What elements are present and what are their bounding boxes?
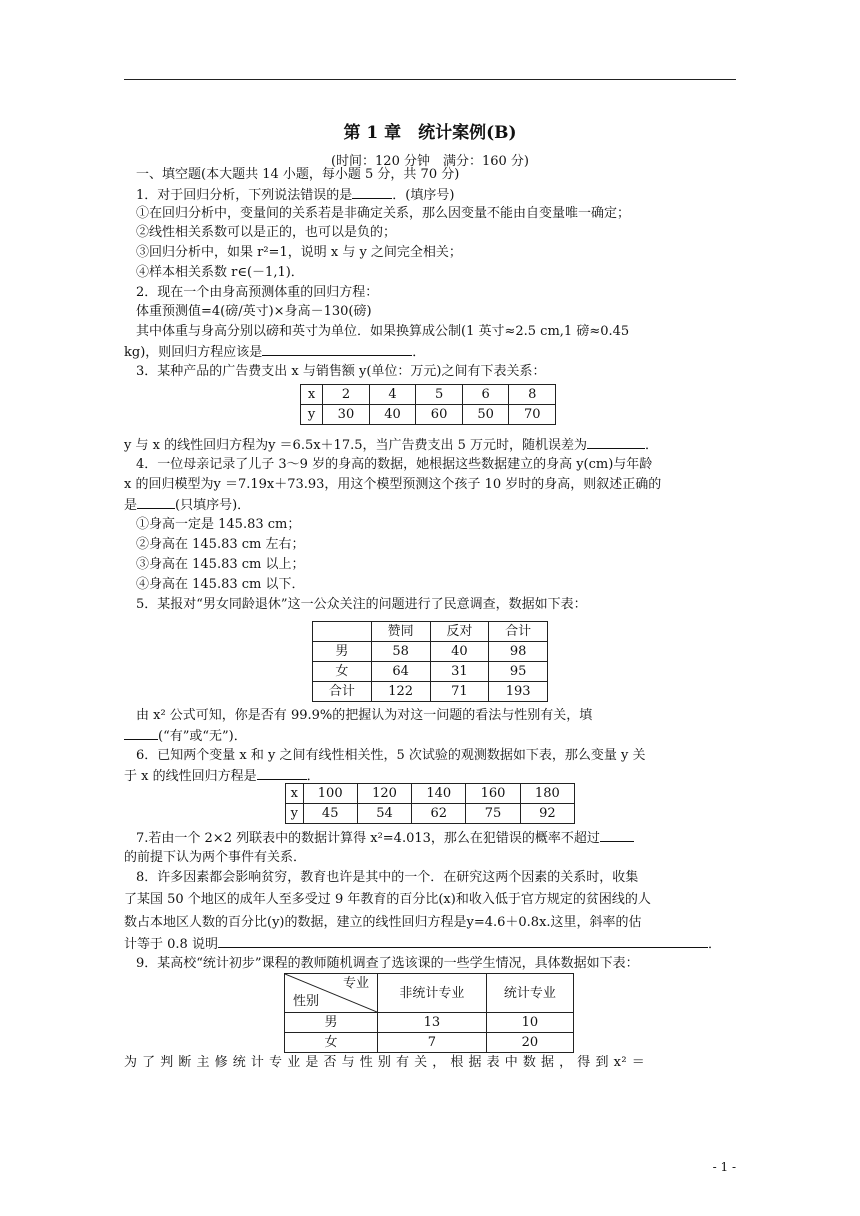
q9-question: 为 了 判 断 主 修 统 计 专 业 是 否 与 性 别 有 关 ， 根 据 表 中 数 据 ， 得 到 x² ＝ <box>124 1055 646 1070</box>
q1-opt1: ①在回归分析中，变量间的关系若是非确定关系，那么因变量不能由自变量唯一确定； <box>136 206 631 221</box>
q5-question: 由 x² 公式可知，你是否有 99.9%的把握认为对这一问题的看法与性别有关，填 <box>136 708 593 723</box>
q9-stem: 9．某高校“统计初步”课程的教师随机调查了选该课的一些学生情况，具体数据如下表： <box>136 956 639 971</box>
q3-question: y 与 x 的线性回归方程为y ＝6.5x＋17.5，当广告费支出 5 万元时，随机误差为 ． <box>124 438 659 453</box>
q5-table: 赞同 反对 合计 男 58 40 98 女 64 31 95 合计 122 71 193 <box>312 621 548 702</box>
q1-stem: 1．对于回归分析，下列说法错误的是 ．(填序号) <box>136 188 455 203</box>
q4-answer: 是 (只填序号)． <box>124 498 251 513</box>
page-title: 第 1 章 统计案例(B) <box>343 123 517 143</box>
q9-diagonal-header: 专业 性别 <box>285 974 378 1013</box>
page-number: - 1 - <box>712 1160 736 1174</box>
q8-text1: 了某国 50 个地区的成年人至多受过 9 年教育的百分比(x)和收入低于官方规定的贫困线的人 <box>124 892 651 907</box>
section-heading: 一、填空题(本大题共 14 小题，每小题 5 分，共 70 分) <box>136 167 460 182</box>
q1-opt4: ④样本相关系数 r∈(－1,1)． <box>136 265 304 280</box>
q8-text2: 数占本地区人数的百分比(y)的数据，建立的线性回归方程是y=4.6＋0.8x.这里，斜率的估 <box>124 915 642 930</box>
q4-opt1: ①身高一定是 145.83 cm； <box>136 517 301 532</box>
q6-stem: 6．已知两个变量 x 和 y 之间有线性相关性，5 次试验的观测数据如下表，那么变量 y 关 <box>136 748 646 763</box>
q1-opt2: ②线性相关系数可以是正的，也可以是负的； <box>136 225 397 240</box>
q2-answer: kg)，则回归方程应该是 ． <box>124 345 426 360</box>
q7-text: 的前提下认为两个事件有关系． <box>124 850 307 865</box>
q8-answer: 计等于 0.8 说明 ． <box>124 937 721 952</box>
page-subtitle: (时间：120 分钟 满分：160 分) <box>330 154 530 169</box>
q9-table: 专业 性别 非统计专业 统计专业 男 13 10 女 7 20 <box>284 973 574 1053</box>
q6-table: x 100 120 140 160 180 y 45 54 62 75 92 <box>285 783 575 824</box>
q6-answer: 于 x 的线性回归方程是 ． <box>124 769 320 784</box>
q4-opt4: ④身高在 145.83 cm 以下． <box>136 577 305 592</box>
q1-opt3: ③回归分析中，如果 r²=1，说明 x 与 y 之间完全相关； <box>136 245 462 260</box>
q7-stem: 7.若由一个 2×2 列联表中的数据计算得 x²=4.013，那么在犯错误的概率不超过 <box>136 829 634 848</box>
q5-stem: 5．某报对“男女同龄退休”这一公众关注的问题进行了民意调查，数据如下表： <box>136 597 587 612</box>
q4-opt3: ③身高在 145.83 cm 以上； <box>136 557 305 572</box>
q4-opt2: ②身高在 145.83 cm 左右； <box>136 537 305 552</box>
q8-stem: 8．许多因素都会影响贫穷，教育也许是其中的一个．在研究这两个因素的关系时，收集 <box>136 870 639 885</box>
q5-answer: (“有”或“无”)． <box>124 727 247 746</box>
q2-stem: 2．现在一个由身高预测体重的回归方程： <box>136 285 379 300</box>
q3-table: x 2 4 5 6 8 y 30 40 60 50 70 <box>300 384 556 425</box>
q4-stem: 4．一位母亲记录了儿子 3～9 岁的身高的数据，她根据这些数据建立的身高 y(cm)与年龄 <box>136 457 653 472</box>
q2-text: 其中体重与身高分别以磅和英寸为单位．如果换算成公制(1 英寸≈2.5 cm,1 磅≈0.45 <box>136 324 630 339</box>
q4-text: x 的回归模型为y ＝7.19x＋73.93，用这个模型预测这个孩子 10 岁时的身高，则叙述正确的 <box>124 477 662 492</box>
header-rule <box>124 79 736 80</box>
q3-stem: 3．某种产品的广告费支出 x 与销售额 y(单位：万元)之间有下表关系： <box>136 364 546 379</box>
q2-formula: 体重预测值=4(磅/英寸)×身高－130(磅) <box>136 304 372 319</box>
